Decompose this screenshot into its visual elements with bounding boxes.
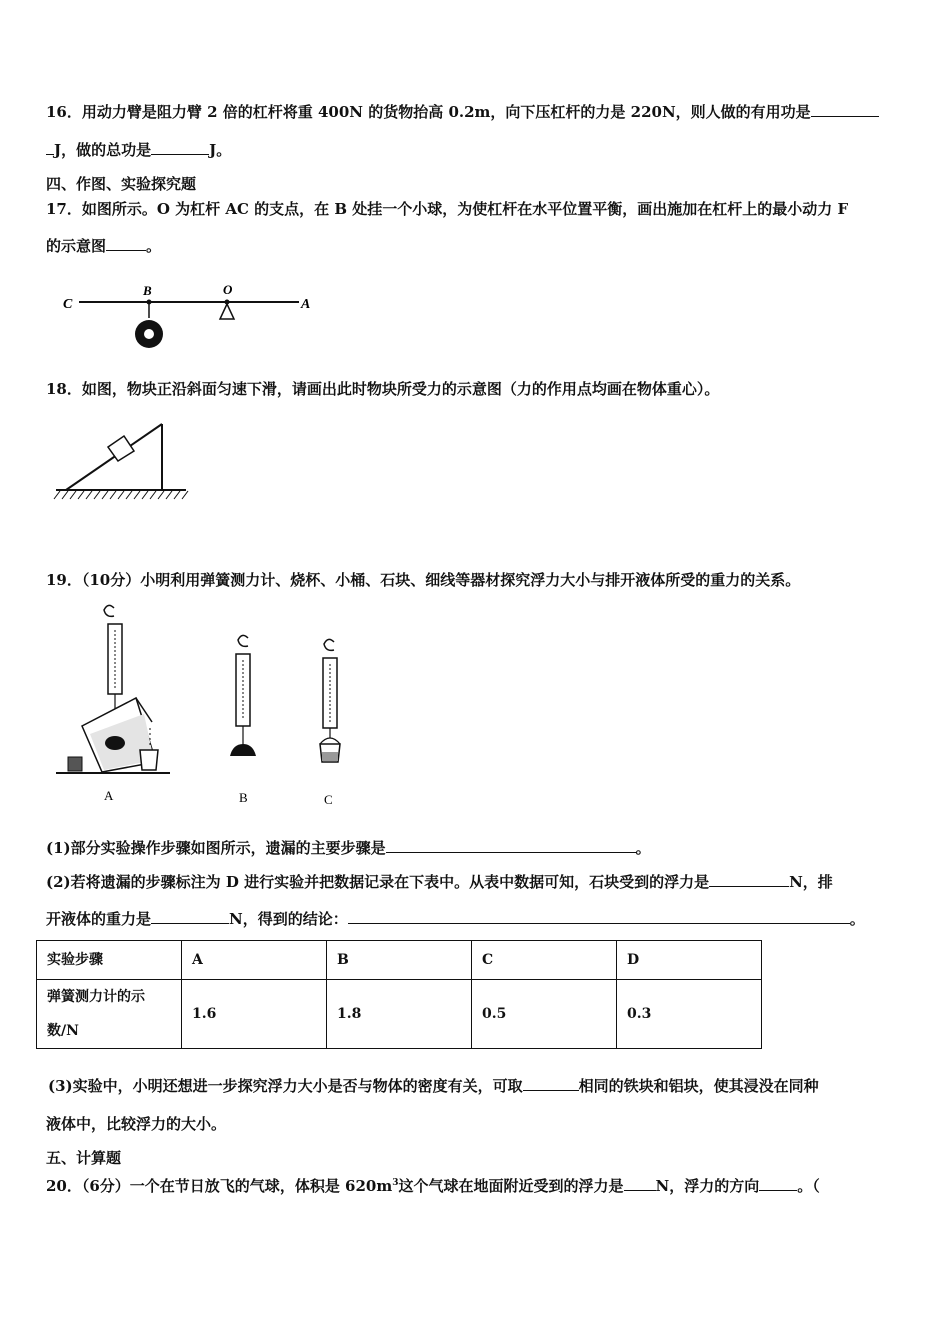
scale-a-hook-top: [104, 605, 114, 616]
lever-label-b: B: [143, 283, 152, 298]
q20-superscript: 3: [392, 1178, 399, 1188]
scale-c-hook-top: [324, 639, 334, 650]
q20-blank-buoyancy[interactable]: [624, 1176, 656, 1191]
q19-part3-line1: [48, 1076, 819, 1096]
table-header-cell: A: [182, 941, 327, 980]
q19-part2-text-d: N，得到的结论：: [229, 910, 348, 928]
hanging-ball-hole: [144, 329, 154, 339]
q17-line1: 17．如图所示。O 为杠杆 AC 的支点，在 B 处挂一个小球，为使杠杆在水平位置平衡，画出施加在杠杆上的最小动力 F: [46, 200, 849, 218]
q17-text-2: 的示意图: [46, 237, 107, 255]
q16-blank-useful-work-cont[interactable]: [46, 140, 54, 155]
label-a: A: [104, 788, 114, 803]
lever-label-o: O: [223, 282, 233, 297]
fulcrum-triangle: [220, 304, 234, 319]
q19-part2-line1: [46, 872, 833, 892]
q17-text-end: 。: [146, 237, 162, 255]
q19-blank-displaced-weight[interactable]: [151, 909, 229, 924]
q19-part2-text: (2)若将遗漏的步骤标注为 D 进行实验并把数据记录在下表中。从表中数据可知，石块受到的浮力是: [46, 873, 710, 891]
q16-blank-useful-work[interactable]: [811, 102, 879, 117]
table-cell: 0.3: [617, 980, 762, 1049]
small-bucket-a: [140, 750, 158, 770]
q19-blank-buoyancy[interactable]: [709, 872, 789, 887]
incline-slope: [66, 424, 162, 490]
data-table: [36, 940, 762, 1049]
lever-label-c: C: [63, 297, 73, 312]
q16-line2: [46, 140, 231, 160]
table-cell: 0.5: [472, 980, 617, 1049]
bucket-c-handle: [320, 738, 340, 744]
incline-figure: [50, 418, 195, 503]
table-header-cell: B: [327, 941, 472, 980]
q20-text-d: 。（: [797, 1177, 820, 1195]
setup-c: [320, 639, 340, 807]
q19-part2-text-b: N，排: [789, 873, 833, 891]
q16-text: 16．用动力臂是阻力臂 2 倍的杠杆将重 400N 的货物抬高 0.2m，向下压杠杆的力是 220N，则人做的有用功是: [46, 103, 811, 121]
ground-hatching: [54, 491, 188, 499]
q19-part3-text-b: 相同的铁块和铝块，使其浸没在同种: [578, 1077, 819, 1095]
setup-b: [230, 635, 256, 805]
q19-blank-missing-step[interactable]: [386, 838, 636, 853]
table-row-label: 弹簧测力计的示数/N: [37, 980, 182, 1049]
setup-a: [56, 605, 170, 803]
q19-part2-text-c: 开液体的重力是: [46, 910, 152, 928]
scale-b-hook-top: [238, 635, 248, 646]
table-header-cell: 实验步骤: [37, 941, 182, 980]
q20-text-b: 这个气球在地面附近受到的浮力是: [398, 1177, 624, 1195]
q16-text-3: J。: [209, 141, 232, 159]
section-4-heading: 四、作图、实验探究题: [46, 175, 197, 193]
section-5-heading: 五、计算题: [46, 1149, 122, 1167]
table-header-cell: D: [617, 941, 762, 980]
table-cell: 1.8: [327, 980, 472, 1049]
experiment-figure: [52, 604, 362, 809]
q19-part1: [46, 838, 651, 858]
table-row: [37, 980, 762, 1049]
q19-blank-same-property[interactable]: [523, 1076, 579, 1091]
label-b: B: [239, 790, 248, 805]
q19-part3-line2: 液体中，比较浮力的大小。: [46, 1115, 227, 1133]
stone-b: [230, 744, 256, 756]
q16-text-2: J，做的总功是: [54, 141, 152, 159]
q18-text: 18．如图，物块正沿斜面匀速下滑，请画出此时物块所受力的示意图（力的作用点均画在物体重心）。: [46, 380, 720, 398]
label-c: C: [324, 792, 333, 807]
q20-text-c: N，浮力的方向: [655, 1177, 760, 1195]
table-header-row: [37, 941, 762, 980]
q19-part3-text: (3)实验中，小明还想进一步探究浮力大小是否与物体的密度有关，可取: [48, 1077, 523, 1095]
bucket-c-water: [322, 752, 338, 761]
q20-line: [46, 1173, 820, 1196]
lever-figure: [55, 278, 325, 358]
stone-a: [105, 736, 125, 750]
q16-blank-total-work[interactable]: [151, 140, 209, 155]
q19-blank-conclusion[interactable]: [348, 909, 850, 924]
q17-line2: [46, 236, 161, 256]
q17-blank[interactable]: [106, 236, 146, 251]
q19-part2-end: 。: [849, 910, 865, 928]
q16-line1: [46, 102, 879, 122]
q19-part1-end: 。: [635, 839, 651, 857]
lever-label-a: A: [301, 297, 311, 312]
table-header-cell: C: [472, 941, 617, 980]
table-cell: 1.6: [182, 980, 327, 1049]
q20-text-a: 20．（6分）一个在节日放飞的气球，体积是 620m: [46, 1177, 393, 1195]
q19-part1-text: (1)部分实验操作步骤如图所示，遗漏的主要步骤是: [46, 839, 386, 857]
q20-blank-direction[interactable]: [759, 1176, 797, 1191]
support-block: [68, 757, 82, 771]
q19-intro: 19．（10分）小明利用弹簧测力计、烧杯、小桶、石块、细线等器材探究浮力大小与排开液体所受的重力的关系。: [46, 571, 801, 589]
q19-part2-line2: [46, 909, 865, 929]
